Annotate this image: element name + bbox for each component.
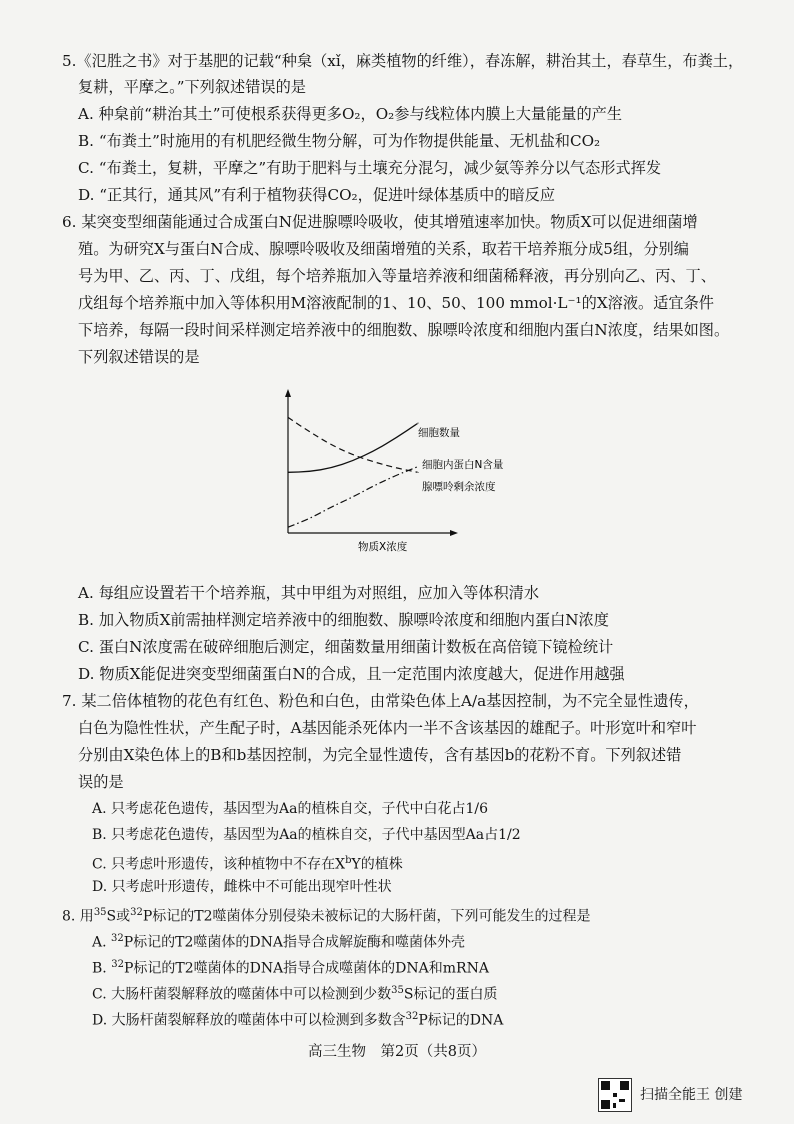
scanner-watermark <box>598 1078 778 1114</box>
q8-option-b-pre: B. <box>92 960 112 977</box>
q7-option-a: A. 只考虑花色遗传，基因型为Aa的植株自交，子代中白花占1/6 <box>92 801 488 817</box>
page-footer: 高三生物 第2页（共8页） <box>308 1044 486 1060</box>
q7-option-c-pre: C. 只考虑叶形遗传，该种植物中不存在X <box>92 856 346 873</box>
q7-option-b: B. 只考虑花色遗传，基因型为Aa的植株自交，子代中基因型Aa占1/2 <box>92 827 521 843</box>
q8-option-a-sup: 32 <box>111 933 124 944</box>
q7-option-c-post: Y的植株 <box>351 856 403 873</box>
legend-protein-n: 细胞内蛋白N含量 <box>422 459 504 471</box>
q6-option-d: D. 物质X能促进突变型细菌蛋白N的合成，且一定范围内浓度越大，促进作用越强 <box>78 665 625 683</box>
q8-option-a <box>92 928 465 954</box>
q7-stem-line3: 分别由X染色体上的B和b基因控制，为完全显性遗传，含有基因b的花粉不育。下列叙述错 <box>78 746 682 764</box>
q7-option-d: D. 只考虑叶形遗传，雌株中不可能出现窄叶性状 <box>92 879 392 895</box>
q8-stem-sup2: 32 <box>130 907 143 918</box>
y-axis-arrow <box>285 389 291 397</box>
q8-option-d-pre: D. 大肠杆菌裂解释放的噬菌体中可以检测到多数含 <box>92 1012 406 1029</box>
x-axis-label: 物质X浓度 <box>358 541 408 553</box>
q7-stem-line2: 白色为隐性性状，产生配子时，A基因能杀死体内一半不含该基因的雄配子。叶形宽叶和窄叶 <box>78 719 697 737</box>
q8-stem-pre: 8. 用 <box>62 908 94 925</box>
series-adenine-line <box>288 417 418 472</box>
q8-option-b-sup: 32 <box>111 959 124 970</box>
q6-option-c: C. 蛋白N浓度需在破碎细胞后测定，细菌数量用细菌计数板在高倍镜下镜检统计 <box>78 638 614 656</box>
q6-stem-line6: 下列叙述错误的是 <box>78 348 200 366</box>
brand-text: 扫描全能王 创建 <box>640 1087 743 1103</box>
q5-stem-line1: 5.《氾胜之书》对于基肥的记载“种枲（xǐ，麻类植物的纤维），春冻解，耕治其土，春草生，布粪土， <box>62 52 744 70</box>
q8-option-c-sup: 35 <box>391 985 404 996</box>
q8-option-a-pre: A. <box>92 934 112 951</box>
q8-stem-mid: S或 <box>106 908 131 925</box>
q8-option-d-post: P标记的DNA <box>418 1012 504 1029</box>
q6-option-b: B. 加入物质X前需抽样测定培养液中的细胞数、腺嘌呤浓度和细胞内蛋白N浓度 <box>78 611 609 629</box>
qr-code-icon <box>598 1078 632 1112</box>
legend-adenine: 腺嘌呤剩余浓度 <box>422 481 496 493</box>
q5-option-c: C. “布粪土，复耕，平摩之”有助于肥料与土壤充分混匀，减少氨等养分以气态形式挥发 <box>78 159 662 177</box>
q8-option-b <box>92 954 489 980</box>
q8-stem <box>62 902 591 928</box>
q5-option-b: B. “布粪土”时施用的有机肥经微生物分解，可为作物提供能量、无机盐和CO₂ <box>78 132 601 150</box>
series-protein-n-line <box>288 467 418 528</box>
q6-stem-line5: 下培养，每隔一段时间采样测定培养液中的细胞数、腺嘌呤浓度和细胞内蛋白N浓度，结果如图。 <box>78 321 730 339</box>
q7-stem-line1: 7. 某二倍体植物的花色有红色、粉色和白色，由常染色体上A/a基因控制，为不完全显性遗传， <box>62 692 699 710</box>
q7-stem-line4: 误的是 <box>78 773 124 791</box>
q5-option-d: D. “正其行，通其风”有利于植物获得CO₂，促进叶绿体基质中的暗反应 <box>78 186 556 204</box>
q7-option-c <box>92 850 403 876</box>
q6-stem-line3: 号为甲、乙、丙、丁、戊组，每个培养瓶加入等量培养液和细菌稀释液，再分别向乙、丙、丁、 <box>78 267 716 285</box>
q5-stem-line2: 复耕，平摩之。”下列叙述错误的是 <box>78 78 306 96</box>
q8-option-d <box>92 1006 503 1032</box>
q8-option-c-post: S标记的蛋白质 <box>403 986 498 1003</box>
q8-stem-sup1: 35 <box>93 907 107 918</box>
q8-option-c <box>92 980 497 1006</box>
q8-option-b-rest: P标记的T2噬菌体的DNA指导合成噬菌体的DNA和mRNA <box>123 960 489 977</box>
q8-option-c-pre: C. 大肠杆菌裂解释放的噬菌体中可以检测到少数 <box>92 986 392 1003</box>
q6-stem-line4: 戊组每个培养瓶中加入等体积用M溶液配制的1、10、50、100 mmol·L⁻¹的X溶液。适宜条件 <box>78 294 714 312</box>
q6-stem-line1: 6. 某突变型细菌能通过合成蛋白N促进腺嘌呤吸收，使其增殖速率加快。物质X可以促进细菌增 <box>62 213 698 231</box>
q8-option-d-sup: 32 <box>405 1011 419 1022</box>
q6-option-a: A. 每组应设置若干个培养瓶，其中甲组为对照组，应加入等体积清水 <box>78 584 540 602</box>
x-axis-arrow <box>450 530 458 536</box>
q8-option-a-rest: P标记的T2噬菌体的DNA指导合成解旋酶和噬菌体外壳 <box>123 934 465 951</box>
q8-stem-post: P标记的T2噬菌体分别侵染未被标记的大肠杆菌，下列可能发生的过程是 <box>142 908 591 925</box>
legend-cell-count: 细胞数量 <box>418 427 460 439</box>
q5-option-a: A. 种枲前“耕治其土”可使根系获得更多O₂，O₂参与线粒体内膜上大量能量的产生 <box>78 105 623 123</box>
q6-chart <box>270 383 550 558</box>
q7-option-c-sup: b <box>345 855 352 866</box>
q6-stem-line2: 殖。为研究X与蛋白N合成、腺嘌呤吸收及细菌增殖的关系，取若干培养瓶分成5组，分别编 <box>78 240 689 258</box>
